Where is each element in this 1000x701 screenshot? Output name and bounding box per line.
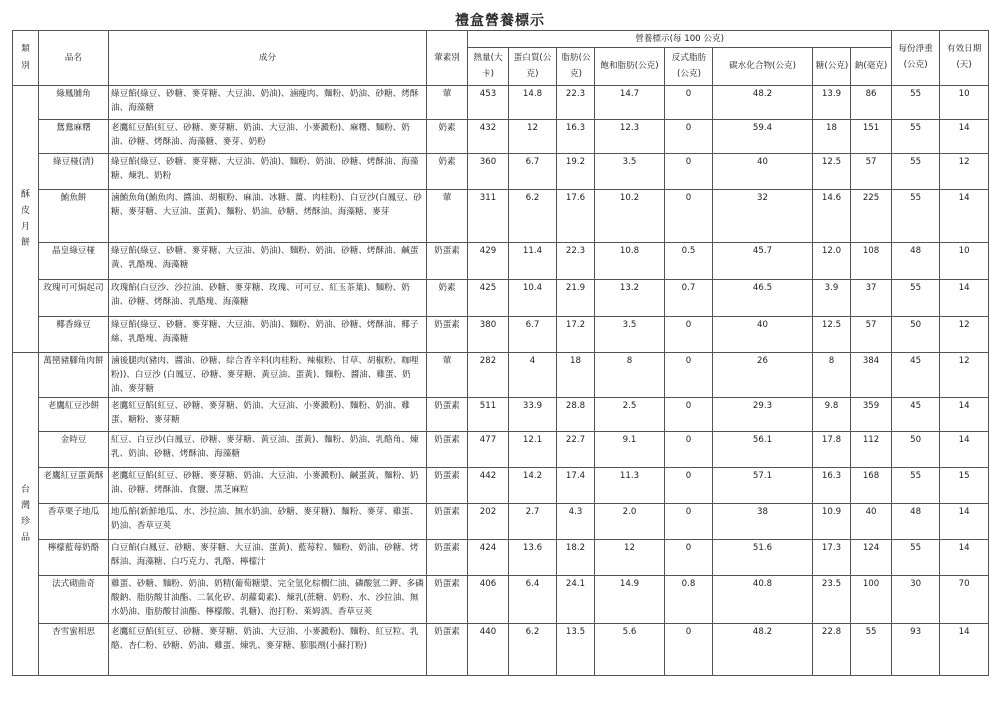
calories-cell: 432 [468,120,509,154]
protein-cell: 6.7 [509,317,557,353]
trans-fat-cell: 0 [665,353,713,398]
header-ingredients: 成分 [109,31,427,86]
protein-cell: 12 [509,120,557,154]
sugar-cell: 9.8 [813,398,851,432]
ingredients-cell: 紅豆、白豆沙(白鳳豆、砂糖、麥芽糖、黃豆油、蛋黃)、麵粉、奶油、乳酪角、煉乳、奶油、砂糖、烤酥油、海藻糖 [109,432,427,468]
trans-fat-cell: 0 [665,624,713,676]
ingredients-cell: 白豆餡(白鳳豆、砂糖、麥芽糖、大豆油、蛋黃)、藍莓粒、麵粉、奶油、砂糖、烤酥油、海藻糖、白巧克力、乳酪、檸檬汁 [109,540,427,576]
ingredients-cell: 老鷹紅豆餡(紅豆、砂糖、麥芽糖、奶油、大豆油、小麥澱粉)、鹹蛋黃、麵粉、奶油、砂糖、烤酥油、食鹽、黑芝麻粒 [109,468,427,504]
net-weight-cell: 55 [892,120,940,154]
carbs-cell: 48.2 [713,624,813,676]
protein-cell: 11.4 [509,243,557,280]
veg-type-cell: 奶素 [427,120,468,154]
header-fat: 脂肪(公克) [557,48,595,86]
calories-cell: 424 [468,540,509,576]
fat-cell: 19.2 [557,154,595,190]
sodium-cell: 100 [851,576,892,624]
fat-cell: 17.6 [557,190,595,243]
calories-cell: 453 [468,86,509,120]
protein-cell: 13.6 [509,540,557,576]
net-weight-cell: 30 [892,576,940,624]
net-weight-cell: 48 [892,243,940,280]
carbs-cell: 40.8 [713,576,813,624]
calories-cell: 425 [468,280,509,317]
sugar-cell: 13.9 [813,86,851,120]
table-row [13,243,989,280]
veg-type-cell: 奶蛋素 [427,317,468,353]
header-net-weight: 每份淨重(公克) [892,31,940,86]
fat-cell: 18 [557,353,595,398]
net-weight-cell: 55 [892,86,940,120]
sugar-cell: 12.5 [813,154,851,190]
header-sat-fat: 飽和脂肪(公克) [595,48,665,86]
sodium-cell: 40 [851,504,892,540]
protein-cell: 6.2 [509,624,557,676]
header-calories: 熱量(大卡) [468,48,509,86]
product-name: 杏雪蜜相思 [39,624,109,676]
sat-fat-cell: 3.5 [595,154,665,190]
table-row [13,576,989,624]
category-cell: 酥皮月餅 [13,86,39,353]
ingredients-cell: 滷後腿肉(豬肉、醬油、砂糖、綜合香辛料(肉桂粉、辣椒粉、甘草、胡椒粉、咖哩粉))、白豆沙 (白鳳豆、砂糖、麥芽糖、黃豆油、蛋黃)、麵粉、醬油、雞蛋、奶油、麥芽糖 [109,353,427,398]
ingredients-cell: 綠豆餡(綠豆、砂糖、麥芽糖、大豆油、奶油)、麵粉、奶油、砂糖、烤酥油、椰子絲、乳酪塊、海藻糖 [109,317,427,353]
trans-fat-cell: 0 [665,398,713,432]
calories-cell: 380 [468,317,509,353]
trans-fat-cell: 0.7 [665,280,713,317]
sodium-cell: 112 [851,432,892,468]
veg-type-cell: 奶蛋素 [427,504,468,540]
sat-fat-cell: 11.3 [595,468,665,504]
fat-cell: 22.3 [557,243,595,280]
sodium-cell: 384 [851,353,892,398]
shelf-life-cell: 12 [940,317,989,353]
protein-cell: 14.2 [509,468,557,504]
veg-type-cell: 奶蛋素 [427,540,468,576]
header-trans-fat: 反式脂肪(公克) [665,48,713,86]
product-name: 椰香綠豆 [39,317,109,353]
sat-fat-cell: 5.6 [595,624,665,676]
sat-fat-cell: 10.8 [595,243,665,280]
product-name: 綠豆椪(清) [39,154,109,190]
shelf-life-cell: 70 [940,576,989,624]
sat-fat-cell: 12 [595,540,665,576]
shelf-life-cell: 14 [940,190,989,243]
table-row [13,280,989,317]
trans-fat-cell: 0 [665,432,713,468]
table-row [13,468,989,504]
ingredients-cell: 綠豆餡(綠豆、砂糖、麥芽糖、大豆油、奶油)、麵粉、奶油、砂糖、烤酥油、鹹蛋黃、乳酪塊、海藻糖 [109,243,427,280]
carbs-cell: 57.1 [713,468,813,504]
sugar-cell: 14.6 [813,190,851,243]
calories-cell: 406 [468,576,509,624]
header-sugar: 糖(公克) [813,48,851,86]
veg-type-cell: 奶蛋素 [427,398,468,432]
header-product: 品名 [39,31,109,86]
carbs-cell: 32 [713,190,813,243]
veg-type-cell: 葷 [427,353,468,398]
ingredients-cell: 綠豆餡(綠豆、砂糖、麥芽糖、大豆油、奶油)、麵粉、奶油、砂糖、烤酥油、海藻糖、煉乳、奶粉 [109,154,427,190]
table-row [13,154,989,190]
sugar-cell: 22.8 [813,624,851,676]
carbs-cell: 26 [713,353,813,398]
shelf-life-cell: 10 [940,243,989,280]
page-title: 禮盒營養標示 [455,13,545,29]
sugar-cell: 16.3 [813,468,851,504]
trans-fat-cell: 0 [665,317,713,353]
trans-fat-cell: 0 [665,540,713,576]
trans-fat-cell: 0 [665,86,713,120]
fat-cell: 18.2 [557,540,595,576]
sodium-cell: 225 [851,190,892,243]
ingredients-cell: 老鷹紅豆餡(紅豆、砂糖、麥芽糖、奶油、大豆油、小麥澱粉)、麻糬、麵粉、奶油、砂糖、烤酥油、海藻糖、麥芽、奶粉 [109,120,427,154]
protein-cell: 6.4 [509,576,557,624]
net-weight-cell: 55 [892,540,940,576]
sodium-cell: 57 [851,154,892,190]
fat-cell: 21.9 [557,280,595,317]
carbs-cell: 40 [713,317,813,353]
veg-type-cell: 葷 [427,86,468,120]
net-weight-cell: 50 [892,317,940,353]
sat-fat-cell: 14.7 [595,86,665,120]
veg-type-cell: 奶素 [427,280,468,317]
sat-fat-cell: 3.5 [595,317,665,353]
sugar-cell: 12.5 [813,317,851,353]
carbs-cell: 46.5 [713,280,813,317]
carbs-cell: 45.7 [713,243,813,280]
sodium-cell: 37 [851,280,892,317]
fat-cell: 17.4 [557,468,595,504]
veg-type-cell: 奶蛋素 [427,576,468,624]
product-name: 老鷹紅豆沙餅 [39,398,109,432]
sat-fat-cell: 2.0 [595,504,665,540]
table-row [13,120,989,154]
shelf-life-cell: 12 [940,154,989,190]
product-name: 老鷹紅豆蛋黃酥 [39,468,109,504]
carbs-cell: 51.6 [713,540,813,576]
sodium-cell: 57 [851,317,892,353]
trans-fat-cell: 0 [665,468,713,504]
net-weight-cell: 93 [892,624,940,676]
calories-cell: 511 [468,398,509,432]
ingredients-cell: 雞蛋、砂糖、麵粉、奶油、奶精(葡萄糖漿、完全氫化棕櫚仁油、磷酸氫二鉀、多磷酸鈉、脂肪酸甘油酯、二氧化矽、胡蘿蔔素)、煉乳(蔗糖、奶粉、水、沙拉油、無水奶油、脂肪酸甘油酯、檸檬酸、乳糖)、泡打粉、萊姆酒、香草豆莢 [109,576,427,624]
veg-type-cell: 奶蛋素 [427,432,468,468]
trans-fat-cell: 0 [665,154,713,190]
net-weight-cell: 50 [892,432,940,468]
sat-fat-cell: 2.5 [595,398,665,432]
fat-cell: 22.3 [557,86,595,120]
veg-type-cell: 葷 [427,190,468,243]
shelf-life-cell: 14 [940,398,989,432]
calories-cell: 282 [468,353,509,398]
header-sodium: 鈉(毫克) [851,48,892,86]
calories-cell: 429 [468,243,509,280]
sugar-cell: 10.9 [813,504,851,540]
veg-type-cell: 奶蛋素 [427,624,468,676]
ingredients-cell: 老鷹紅豆餡(紅豆、砂糖、麥芽糖、奶油、大豆油、小麥澱粉)、麵粉、奶油、雞蛋、糖粉、麥芽糖 [109,398,427,432]
protein-cell: 14.8 [509,86,557,120]
product-name: 檸檬藍莓奶酪 [39,540,109,576]
table-row [13,86,989,120]
calories-cell: 440 [468,624,509,676]
sat-fat-cell: 8 [595,353,665,398]
product-name: 玫瑰可可焗起司 [39,280,109,317]
ingredients-cell: 地瓜餡(新鮮地瓜、水、沙拉油、無水奶油、砂糖、麥芽糖)、麵粉、麥芽、雞蛋、奶油、香草豆莢 [109,504,427,540]
veg-type-cell: 奶素 [427,154,468,190]
category-cell: 台灣珍品 [13,353,39,676]
ingredients-cell: 綠豆餡(綠豆、砂糖、麥芽糖、大豆油、奶油)、滷瘦肉、麵粉、奶油、砂糖、烤酥油、海藻糖 [109,86,427,120]
net-weight-cell: 48 [892,504,940,540]
sugar-cell: 3.9 [813,280,851,317]
header-nutrition-group: 營養標示(每 100 公克) [468,31,892,48]
veg-type-cell: 奶蛋素 [427,468,468,504]
shelf-life-cell: 14 [940,540,989,576]
sat-fat-cell: 13.2 [595,280,665,317]
fat-cell: 22.7 [557,432,595,468]
table-row [13,317,989,353]
table-row [13,540,989,576]
sat-fat-cell: 14.9 [595,576,665,624]
trans-fat-cell: 0 [665,120,713,154]
shelf-life-cell: 14 [940,432,989,468]
sodium-cell: 359 [851,398,892,432]
product-name: 鴛鴦麻糬 [39,120,109,154]
sodium-cell: 124 [851,540,892,576]
nutrition-table [12,30,989,676]
carbs-cell: 38 [713,504,813,540]
fat-cell: 17.2 [557,317,595,353]
sodium-cell: 108 [851,243,892,280]
net-weight-cell: 55 [892,190,940,243]
table-row [13,624,989,676]
ingredients-cell: 滷鮪魚角(鮪魚肉、醬油、胡椒粉、麻油、冰糖、薑、肉桂粉)、白豆沙(白鳳豆、砂糖、麥芽糖、大豆油、蛋黃)、麵粉、奶油、砂糖、烤酥油、海藻糖、麥芽 [109,190,427,243]
protein-cell: 2.7 [509,504,557,540]
product-name: 香草栗子地瓜 [39,504,109,540]
fat-cell: 24.1 [557,576,595,624]
product-name: 鮪魚餅 [39,190,109,243]
sugar-cell: 12.0 [813,243,851,280]
trans-fat-cell: 0.8 [665,576,713,624]
sugar-cell: 17.3 [813,540,851,576]
sodium-cell: 151 [851,120,892,154]
product-name: 萬巒豬腳角肉餅 [39,353,109,398]
protein-cell: 10.4 [509,280,557,317]
header-carbs: 碳水化合物(公克) [713,48,813,86]
calories-cell: 202 [468,504,509,540]
sat-fat-cell: 10.2 [595,190,665,243]
protein-cell: 4 [509,353,557,398]
calories-cell: 311 [468,190,509,243]
protein-cell: 6.2 [509,190,557,243]
net-weight-cell: 55 [892,280,940,317]
sugar-cell: 8 [813,353,851,398]
sat-fat-cell: 12.3 [595,120,665,154]
fat-cell: 16.3 [557,120,595,154]
sugar-cell: 18 [813,120,851,154]
sodium-cell: 55 [851,624,892,676]
table-row [13,432,989,468]
fat-cell: 13.5 [557,624,595,676]
table-row [13,353,989,398]
sat-fat-cell: 9.1 [595,432,665,468]
carbs-cell: 48.2 [713,86,813,120]
sodium-cell: 86 [851,86,892,120]
fat-cell: 4.3 [557,504,595,540]
product-name: 法式砌曲奇 [39,576,109,624]
shelf-life-cell: 14 [940,280,989,317]
shelf-life-cell: 14 [940,504,989,540]
shelf-life-cell: 14 [940,120,989,154]
protein-cell: 33.9 [509,398,557,432]
calories-cell: 442 [468,468,509,504]
veg-type-cell: 奶蛋素 [427,243,468,280]
shelf-life-cell: 15 [940,468,989,504]
table-row [13,190,989,243]
protein-cell: 12.1 [509,432,557,468]
product-name: 晶皇綠豆椪 [39,243,109,280]
carbs-cell: 40 [713,154,813,190]
calories-cell: 477 [468,432,509,468]
ingredients-cell: 老鷹紅豆餡(紅豆、砂糖、麥芽糖、奶油、大豆油、小麥澱粉)、麵粉、紅豆粒、乳酪、杏仁粉、砂糖、奶油、雞蛋、煉乳、麥芽糖、膨脹劑(小蘇打粉) [109,624,427,676]
table-row [13,398,989,432]
header-veg-type: 葷素別 [427,31,468,86]
fat-cell: 28.8 [557,398,595,432]
shelf-life-cell: 12 [940,353,989,398]
sugar-cell: 17.8 [813,432,851,468]
carbs-cell: 59.4 [713,120,813,154]
protein-cell: 6.7 [509,154,557,190]
carbs-cell: 56.1 [713,432,813,468]
header-shelf-life: 有效日期(天) [940,31,989,86]
net-weight-cell: 45 [892,398,940,432]
table-row [13,504,989,540]
ingredients-cell: 玫瑰餡(白豆沙、沙拉油、砂糖、麥芽糖、玫瑰、可可豆、紅玉茶葉)、麵粉、奶油、砂糖、烤酥油、乳酪塊、海藻糖 [109,280,427,317]
net-weight-cell: 45 [892,353,940,398]
header-protein: 蛋白質(公克) [509,48,557,86]
sugar-cell: 23.5 [813,576,851,624]
sodium-cell: 168 [851,468,892,504]
shelf-life-cell: 10 [940,86,989,120]
calories-cell: 360 [468,154,509,190]
header-category: 類別 [13,31,39,86]
shelf-life-cell: 14 [940,624,989,676]
net-weight-cell: 55 [892,468,940,504]
trans-fat-cell: 0.5 [665,243,713,280]
product-name: 金時豆 [39,432,109,468]
net-weight-cell: 55 [892,154,940,190]
trans-fat-cell: 0 [665,190,713,243]
carbs-cell: 29.3 [713,398,813,432]
product-name: 綠鳳脯角 [39,86,109,120]
trans-fat-cell: 0 [665,504,713,540]
